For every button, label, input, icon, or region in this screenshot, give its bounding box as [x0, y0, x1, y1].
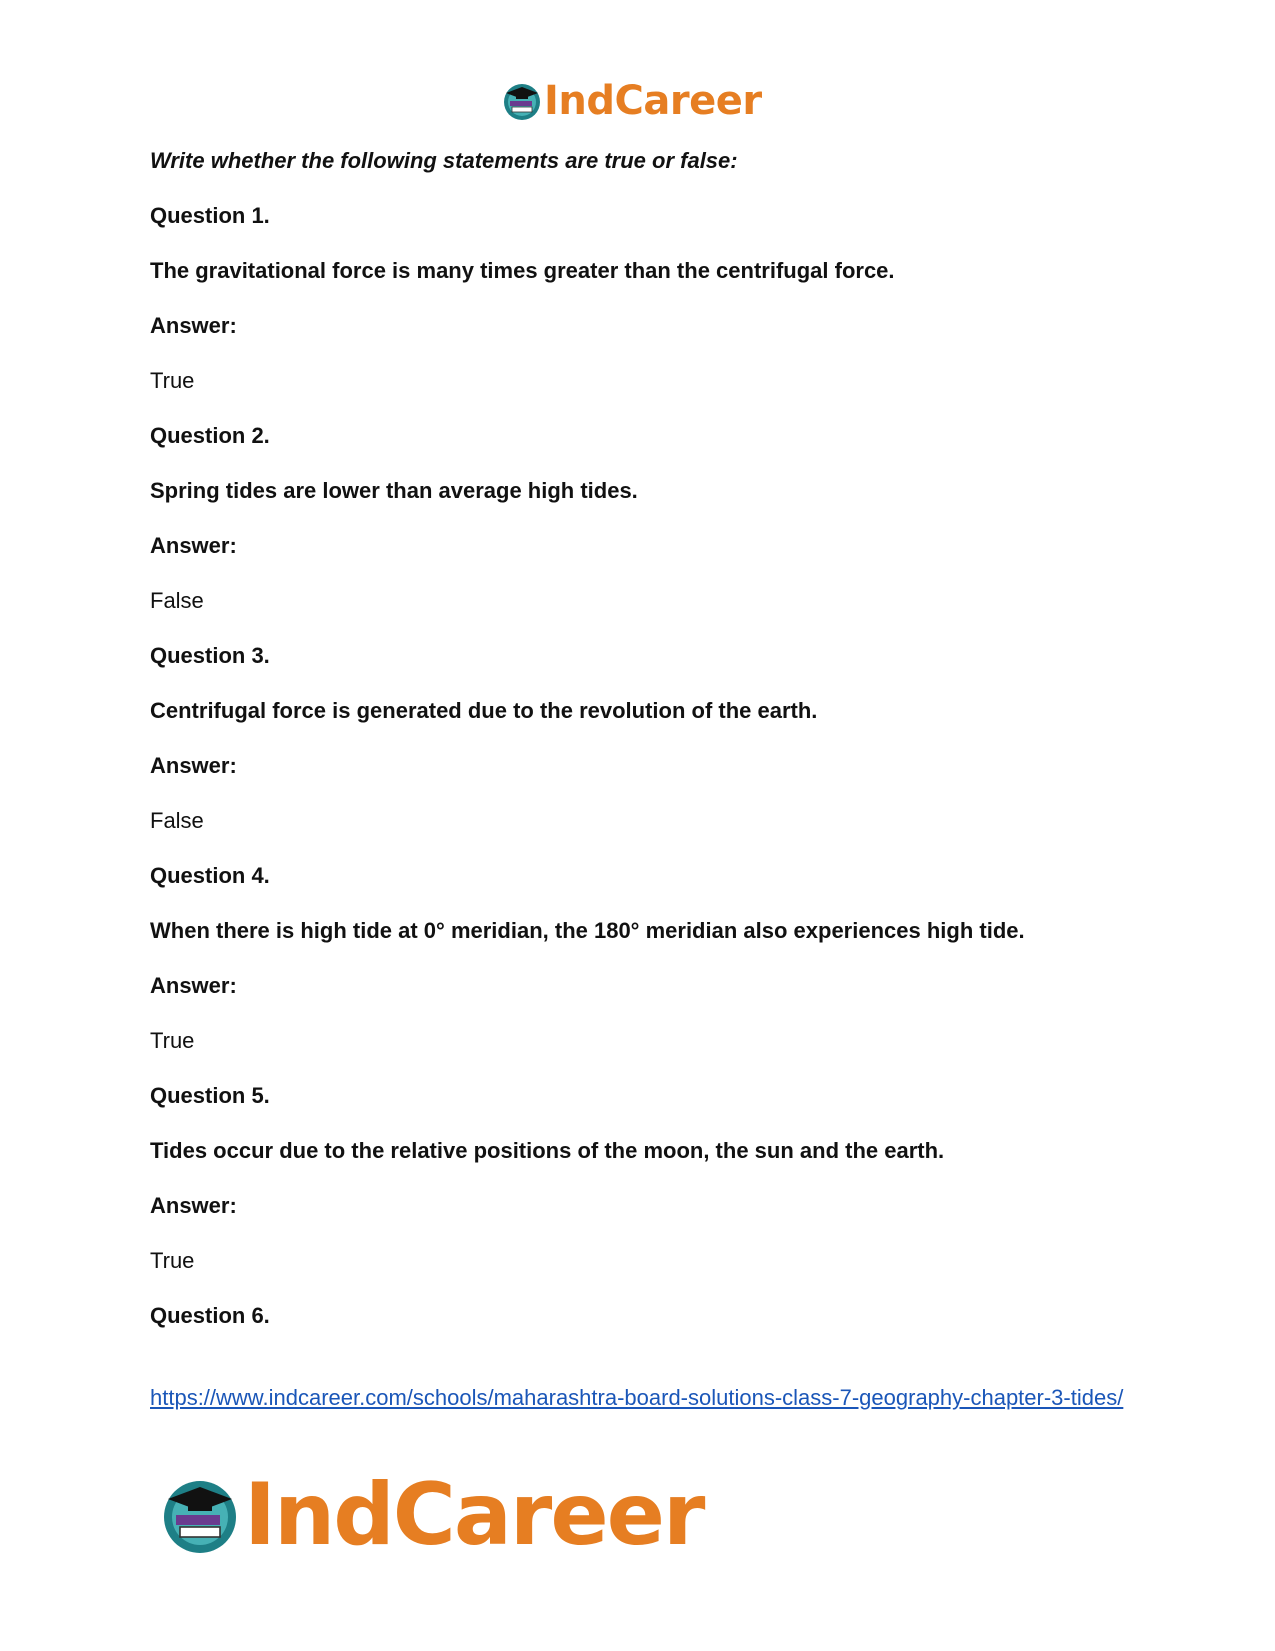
logo-wordmark: IndCareer [244, 1465, 704, 1565]
source-url-link[interactable]: https://www.indcareer.com/schools/maharashtra-board-solutions-class-7-geography-chapter-3-tides/ [150, 1385, 1124, 1410]
graduation-globe-icon [502, 81, 542, 121]
question-statement: When there is high tide at 0° meridian, the 180° meridian also experiences high tide. [150, 918, 1025, 943]
answer-value: False [150, 588, 204, 613]
logo-wordmark: IndCareer [544, 78, 762, 124]
question-label: Question 1. [150, 203, 270, 228]
document-body [150, 140, 1130, 1350]
answer-label: Answer: [150, 1193, 237, 1218]
question-label: Question 3. [150, 643, 270, 668]
question-statement: Spring tides are lower than average high tides. [150, 478, 638, 503]
header-logo [502, 78, 762, 124]
answer-value: True [150, 1028, 195, 1053]
answer-label: Answer: [150, 533, 237, 558]
question-statement: Tides occur due to the relative positions of the moon, the sun and the earth. [150, 1138, 945, 1163]
footer-link-container [150, 1380, 1130, 1416]
question-label: Question 6. [150, 1303, 270, 1328]
graduation-globe-icon [160, 1475, 240, 1555]
question-label: Question 4. [150, 863, 270, 888]
answer-value: True [150, 1248, 195, 1273]
question-statement: The gravitational force is many times greater than the centrifugal force. [150, 258, 895, 283]
footer-logo [160, 1465, 703, 1565]
answer-value: True [150, 368, 195, 393]
answer-label: Answer: [150, 313, 237, 338]
question-label: Question 2. [150, 423, 270, 448]
question-statement: Centrifugal force is generated due to the revolution of the earth. [150, 698, 818, 723]
answer-label: Answer: [150, 753, 237, 778]
answer-label: Answer: [150, 973, 237, 998]
question-label: Question 5. [150, 1083, 270, 1108]
answer-value: False [150, 808, 204, 833]
instructions-heading: Write whether the following statements are true or false: [150, 148, 738, 173]
